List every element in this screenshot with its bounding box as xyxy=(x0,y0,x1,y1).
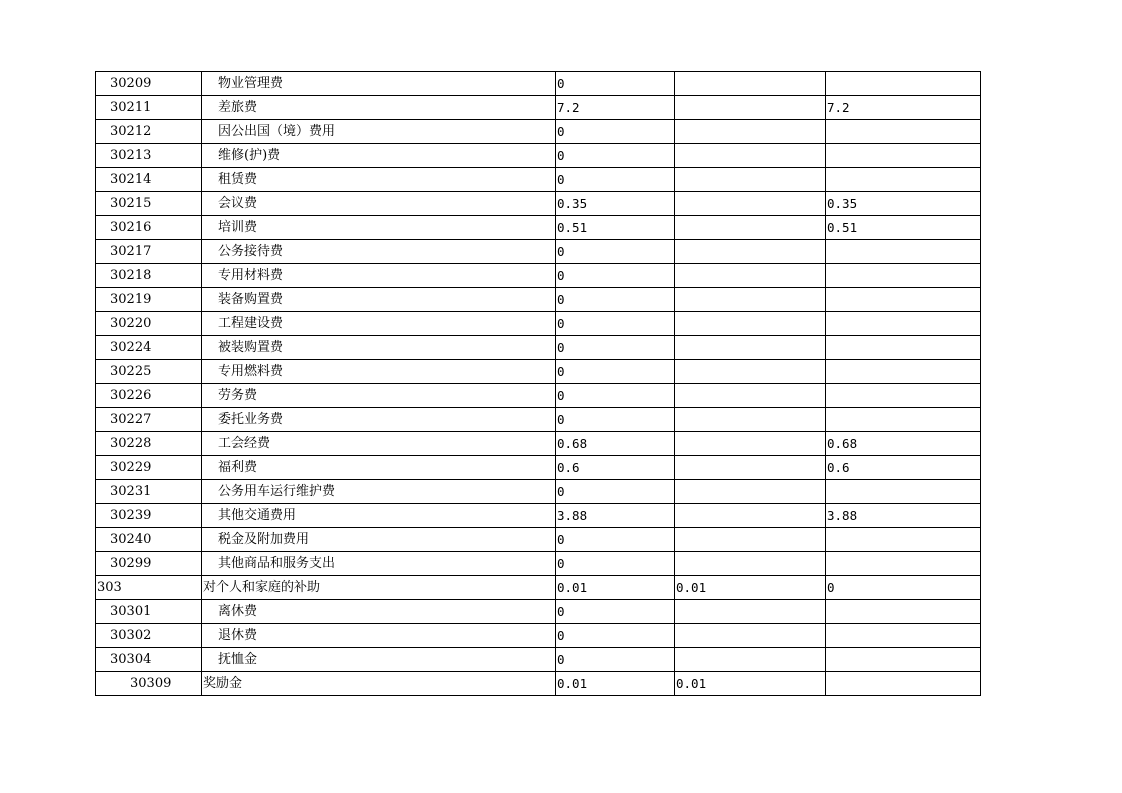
basic-expense-cell xyxy=(675,456,826,480)
basic-expense-cell xyxy=(675,192,826,216)
project-expense-cell xyxy=(826,648,981,672)
basic-expense-cell xyxy=(675,360,826,384)
subject-code-cell: 30302 xyxy=(96,624,202,648)
total-amount-cell: 0.35 xyxy=(556,192,675,216)
subject-name-cell: 培训费 xyxy=(202,216,556,240)
subject-code-cell: 30239 xyxy=(96,504,202,528)
basic-expense-cell xyxy=(675,264,826,288)
project-expense-cell: 0.51 xyxy=(826,216,981,240)
subject-name-cell: 抚恤金 xyxy=(202,648,556,672)
subject-name-cell: 委托业务费 xyxy=(202,408,556,432)
basic-expense-cell xyxy=(675,96,826,120)
subject-code-cell: 30224 xyxy=(96,336,202,360)
total-amount-cell: 0 xyxy=(556,264,675,288)
subject-code-cell: 30240 xyxy=(96,528,202,552)
table-row xyxy=(96,576,981,600)
table-row xyxy=(96,552,981,576)
project-expense-cell xyxy=(826,72,981,96)
project-expense-cell: 7.2 xyxy=(826,96,981,120)
table-row xyxy=(96,288,981,312)
total-amount-cell: 0 xyxy=(556,528,675,552)
total-amount-cell: 7.2 xyxy=(556,96,675,120)
table-body xyxy=(96,72,981,696)
table-row xyxy=(96,528,981,552)
subject-name-cell: 其他交通费用 xyxy=(202,504,556,528)
subject-code-cell: 30218 xyxy=(96,264,202,288)
basic-expense-cell xyxy=(675,528,826,552)
total-amount-cell: 0 xyxy=(556,624,675,648)
table-row xyxy=(96,408,981,432)
subject-name-cell: 其他商品和服务支出 xyxy=(202,552,556,576)
total-amount-cell: 0.51 xyxy=(556,216,675,240)
subject-name-cell: 因公出国（境）费用 xyxy=(202,120,556,144)
total-amount-cell: 0 xyxy=(556,552,675,576)
project-expense-cell xyxy=(826,264,981,288)
project-expense-cell: 0.35 xyxy=(826,192,981,216)
total-amount-cell: 0 xyxy=(556,600,675,624)
basic-expense-cell: 0.01 xyxy=(675,672,826,696)
project-expense-cell xyxy=(826,480,981,504)
project-expense-cell: 0 xyxy=(826,576,981,600)
subject-code-cell: 30228 xyxy=(96,432,202,456)
basic-expense-cell xyxy=(675,648,826,672)
basic-expense-cell xyxy=(675,240,826,264)
table-row xyxy=(96,192,981,216)
subject-name-cell: 离休费 xyxy=(202,600,556,624)
project-expense-cell xyxy=(826,384,981,408)
total-amount-cell: 0 xyxy=(556,408,675,432)
table-row xyxy=(96,96,981,120)
table-row xyxy=(96,264,981,288)
project-expense-cell xyxy=(826,624,981,648)
basic-expense-cell xyxy=(675,120,826,144)
basic-expense-cell xyxy=(675,312,826,336)
subject-name-cell: 物业管理费 xyxy=(202,72,556,96)
table-row xyxy=(96,384,981,408)
table-row xyxy=(96,144,981,168)
basic-expense-cell xyxy=(675,216,826,240)
subject-name-cell: 专用燃料费 xyxy=(202,360,556,384)
total-amount-cell: 0 xyxy=(556,384,675,408)
table-row xyxy=(96,336,981,360)
subject-code-cell: 30211 xyxy=(96,96,202,120)
subject-code-cell: 30301 xyxy=(96,600,202,624)
table-row xyxy=(96,504,981,528)
project-expense-cell xyxy=(826,240,981,264)
project-expense-cell xyxy=(826,336,981,360)
total-amount-cell: 0 xyxy=(556,312,675,336)
table-row xyxy=(96,216,981,240)
subject-code-cell: 30216 xyxy=(96,216,202,240)
subject-name-cell: 公务用车运行维护费 xyxy=(202,480,556,504)
subject-code-cell: 30212 xyxy=(96,120,202,144)
basic-expense-cell xyxy=(675,336,826,360)
total-amount-cell: 0.6 xyxy=(556,456,675,480)
total-amount-cell: 0.68 xyxy=(556,432,675,456)
subject-code-cell: 30219 xyxy=(96,288,202,312)
basic-expense-cell xyxy=(675,480,826,504)
table-row xyxy=(96,312,981,336)
project-expense-cell: 3.88 xyxy=(826,504,981,528)
project-expense-cell xyxy=(826,408,981,432)
total-amount-cell: 0 xyxy=(556,480,675,504)
total-amount-cell: 0 xyxy=(556,144,675,168)
table-row xyxy=(96,168,981,192)
total-amount-cell: 3.88 xyxy=(556,504,675,528)
total-amount-cell: 0 xyxy=(556,288,675,312)
budget-table xyxy=(95,71,981,696)
subject-name-cell: 专用材料费 xyxy=(202,264,556,288)
basic-expense-cell xyxy=(675,144,826,168)
basic-expense-cell xyxy=(675,288,826,312)
project-expense-cell xyxy=(826,168,981,192)
basic-expense-cell xyxy=(675,432,826,456)
table-row xyxy=(96,240,981,264)
total-amount-cell: 0 xyxy=(556,240,675,264)
subject-name-cell: 会议费 xyxy=(202,192,556,216)
table-row xyxy=(96,480,981,504)
basic-expense-cell xyxy=(675,600,826,624)
subject-name-cell: 退休费 xyxy=(202,624,556,648)
subject-code-cell: 303 xyxy=(96,576,202,600)
table-row xyxy=(96,624,981,648)
basic-expense-cell xyxy=(675,384,826,408)
subject-name-cell: 福利费 xyxy=(202,456,556,480)
total-amount-cell: 0.01 xyxy=(556,576,675,600)
total-amount-cell: 0 xyxy=(556,360,675,384)
table-row xyxy=(96,648,981,672)
table-row xyxy=(96,456,981,480)
subject-code-cell: 30213 xyxy=(96,144,202,168)
subject-name-cell: 差旅费 xyxy=(202,96,556,120)
total-amount-cell: 0 xyxy=(556,648,675,672)
total-amount-cell: 0 xyxy=(556,168,675,192)
basic-expense-cell: 0.01 xyxy=(675,576,826,600)
table-row xyxy=(96,72,981,96)
subject-code-cell: 30304 xyxy=(96,648,202,672)
subject-code-cell: 30299 xyxy=(96,552,202,576)
subject-code-cell: 30220 xyxy=(96,312,202,336)
subject-name-cell: 公务接待费 xyxy=(202,240,556,264)
subject-code-cell: 30225 xyxy=(96,360,202,384)
subject-name-cell: 劳务费 xyxy=(202,384,556,408)
basic-expense-cell xyxy=(675,72,826,96)
subject-name-cell: 工会经费 xyxy=(202,432,556,456)
basic-expense-cell xyxy=(675,168,826,192)
subject-code-cell: 30231 xyxy=(96,480,202,504)
project-expense-cell xyxy=(826,528,981,552)
basic-expense-cell xyxy=(675,408,826,432)
table-row xyxy=(96,432,981,456)
basic-expense-cell xyxy=(675,552,826,576)
project-expense-cell xyxy=(826,120,981,144)
project-expense-cell: 0.6 xyxy=(826,456,981,480)
total-amount-cell: 0 xyxy=(556,72,675,96)
table-row xyxy=(96,672,981,696)
project-expense-cell: 0.68 xyxy=(826,432,981,456)
subject-code-cell: 30229 xyxy=(96,456,202,480)
subject-name-cell: 维修(护)费 xyxy=(202,144,556,168)
subject-name-cell: 租赁费 xyxy=(202,168,556,192)
table-row xyxy=(96,120,981,144)
total-amount-cell: 0.01 xyxy=(556,672,675,696)
subject-code-cell: 30217 xyxy=(96,240,202,264)
project-expense-cell xyxy=(826,288,981,312)
subject-code-cell: 30209 xyxy=(96,72,202,96)
subject-code-cell: 30215 xyxy=(96,192,202,216)
project-expense-cell xyxy=(826,312,981,336)
subject-code-cell: 30309 xyxy=(96,672,202,696)
basic-expense-cell xyxy=(675,504,826,528)
project-expense-cell xyxy=(826,360,981,384)
project-expense-cell xyxy=(826,600,981,624)
subject-code-cell: 30227 xyxy=(96,408,202,432)
total-amount-cell: 0 xyxy=(556,336,675,360)
subject-name-cell: 奖励金 xyxy=(202,672,556,696)
total-amount-cell: 0 xyxy=(556,120,675,144)
basic-expense-cell xyxy=(675,624,826,648)
table-row xyxy=(96,600,981,624)
subject-code-cell: 30214 xyxy=(96,168,202,192)
table-row xyxy=(96,360,981,384)
subject-code-cell: 30226 xyxy=(96,384,202,408)
subject-name-cell: 装备购置费 xyxy=(202,288,556,312)
subject-name-cell: 被装购置费 xyxy=(202,336,556,360)
subject-name-cell: 税金及附加费用 xyxy=(202,528,556,552)
project-expense-cell xyxy=(826,144,981,168)
subject-name-cell: 对个人和家庭的补助 xyxy=(202,576,556,600)
subject-name-cell: 工程建设费 xyxy=(202,312,556,336)
project-expense-cell xyxy=(826,672,981,696)
project-expense-cell xyxy=(826,552,981,576)
